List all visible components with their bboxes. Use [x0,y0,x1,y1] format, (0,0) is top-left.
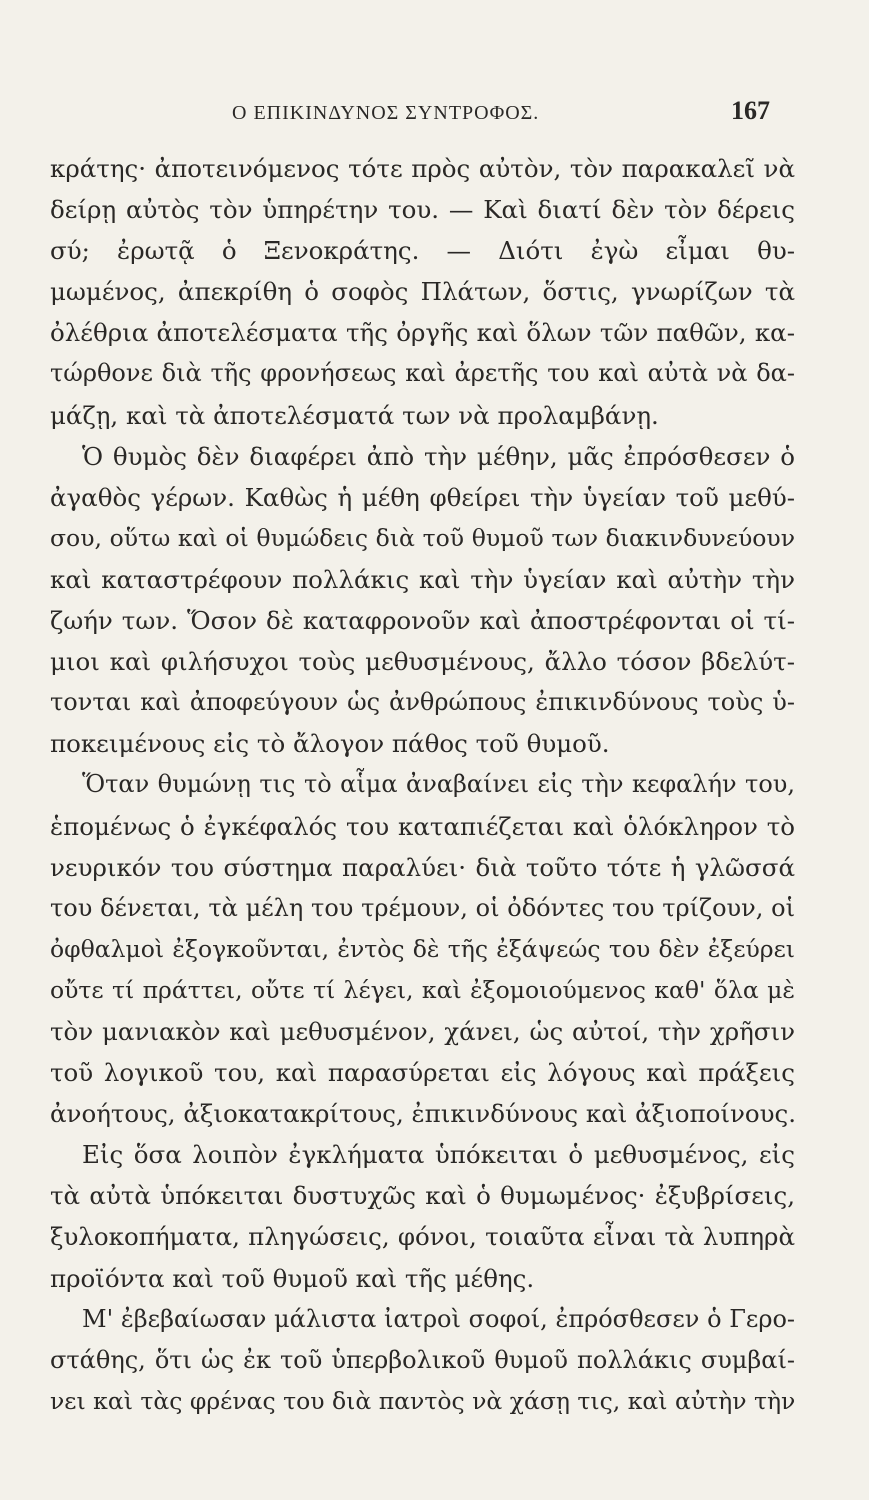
text-line: μάζῃ, καὶ τὰ ἀποτελέσματά των νὰ προλαμβάνῃ. [50,400,659,430]
text-line: νει καὶ τὰς φρένας του διὰ παντὸς νὰ χάσῃ τις, καὶ αὐτὴν τὴν [50,1386,796,1415]
text-line: μωμένος, ἀπεκρίθη ὁ σοφὸς Πλάτων, ὅστις, γνωρίζων τὰ [50,277,795,307]
text-line: ὀλέθρια ἀποτελέσματα τῆς ὀργῆς καὶ ὅλων τῶν παθῶν, κα- [50,318,795,348]
text-line: τοῦ λογικοῦ του, καὶ παρασύρεται εἰς λόγους καὶ πράξεις [50,1058,795,1088]
running-head: Ο ΕΠΙΚΙΝΔΥΝΟΣ ΣΥΝΤΡΟΦΟΣ. [232,102,540,124]
text-line: προϊόντα καὶ τοῦ θυμοῦ καὶ τῆς μέθης. [50,1263,535,1293]
text-line: τονται καὶ ἀποφεύγουν ὡς ἀνθρώπους ἐπικινδύνους τοὺς ὑ- [50,688,795,717]
body-text [50,148,795,1422]
text-line: καὶ καταστρέφουν πολλάκις καὶ τὴν ὑγείαν καὶ αὐτὴν τὴν [50,564,795,594]
text-line: στάθης, ὅτι ὡς ἐκ τοῦ ὑπερβολικοῦ θυμοῦ πολλάκις συμβαί- [50,1345,795,1374]
text-line: Μ' ἐβεβαίωσαν μάλιστα ἰατροὶ σοφοί, ἐπρόσθεσεν ὁ Γερο- [82,1304,795,1333]
text-line: τὸν μανιακὸν καὶ μεθυσμένον, χάνει, ὡς αὐτοί, τὴν χρῆσιν [50,1016,795,1046]
text-line: ὀφθαλμοὶ ἐξογκοῦνται, ἐντὸς δὲ τῆς ἐξάψεώς του δὲν ἐξεύρει [50,934,795,963]
text-line: Ὅταν θυμώνῃ τις τὸ αἷμα ἀναβαίνει εἰς τὴν κεφαλήν του, [82,770,795,799]
page-number: 167 [731,96,770,125]
text-line: του δένεται, τὰ μέλη του τρέμουν, οἱ ὀδόντες του τρίζουν, οἱ [50,893,795,922]
text-line: νευρικόν του σύστημα παραλύει· διὰ τοῦτο τότε ἡ γλῶσσά [50,852,795,882]
text-line: Ὁ θυμὸς δὲν διαφέρει ἀπὸ τὴν μέθην, μᾶς ἐπρόσθεσεν ὁ [82,441,795,471]
text-line: δείρῃ αὐτὸς τὸν ὑπηρέτην του. — Καὶ διατί δὲν τὸν δέρεις [50,195,795,225]
text-line: μιοι καὶ φιλήσυχοι τοὺς μεθυσμένους, ἄλλο τόσον βδελύτ- [50,647,795,677]
text-line: σου, οὕτω καὶ οἱ θυμώδεις διὰ τοῦ θυμοῦ των διακινδυνεύουν [50,523,795,552]
text-line: τὰ αὐτὰ ὑπόκειται δυστυχῶς καὶ ὁ θυμωμένος· ἐξυβρίσεις, [50,1181,795,1211]
text-line: οὔτε τί πράττει, οὔτε τί λέγει, καὶ ἐξομοιούμενος καθ' ὅλα μὲ [50,975,795,1004]
text-line: κράτης· ἀποτεινόμενος τότε πρὸς αὐτὸν, τὸν παρακαλεῖ νὰ [50,154,795,183]
page-header [232,96,792,136]
text-line: σύ; ἐρωτᾷ ὁ Ξενοκράτης. — Διότι ἐγὼ εἶμαι θυ- [50,236,795,266]
text-line: ποκειμένους εἰς τὸ ἄλογον πάθος τοῦ θυμοῦ. [50,729,610,759]
text-line: ζωήν των. Ὅσον δὲ καταφρονοῦν καὶ ἀποστρέφονται οἱ τί- [50,606,795,636]
text-line: ἀνοήτους, ἀξιοκατακρίτους, ἐπικινδύνους καὶ ἀξιοποίνους. [50,1099,797,1129]
text-line: ξυλοκοπήματα, πληγώσεις, φόνοι, τοιαῦτα εἶναι τὰ λυπηρὰ [50,1222,795,1252]
text-line: ἑπομένως ὁ ἐγκέφαλός του καταπιέζεται καὶ ὁλόκληρον τὸ [50,811,795,841]
text-line: τώρθονε διὰ τῆς φρονήσεως καὶ ἀρετῆς του καὶ αὐτὰ νὰ δα- [50,359,795,388]
text-line: Εἰς ὅσα λοιπὸν ἐγκλήματα ὑπόκειται ὁ μεθυσμένος, εἰς [82,1140,795,1170]
text-line: ἀγαθὸς γέρων. Καθὼς ἡ μέθη φθείρει τὴν ὑγείαν τοῦ μεθύ- [50,482,795,512]
